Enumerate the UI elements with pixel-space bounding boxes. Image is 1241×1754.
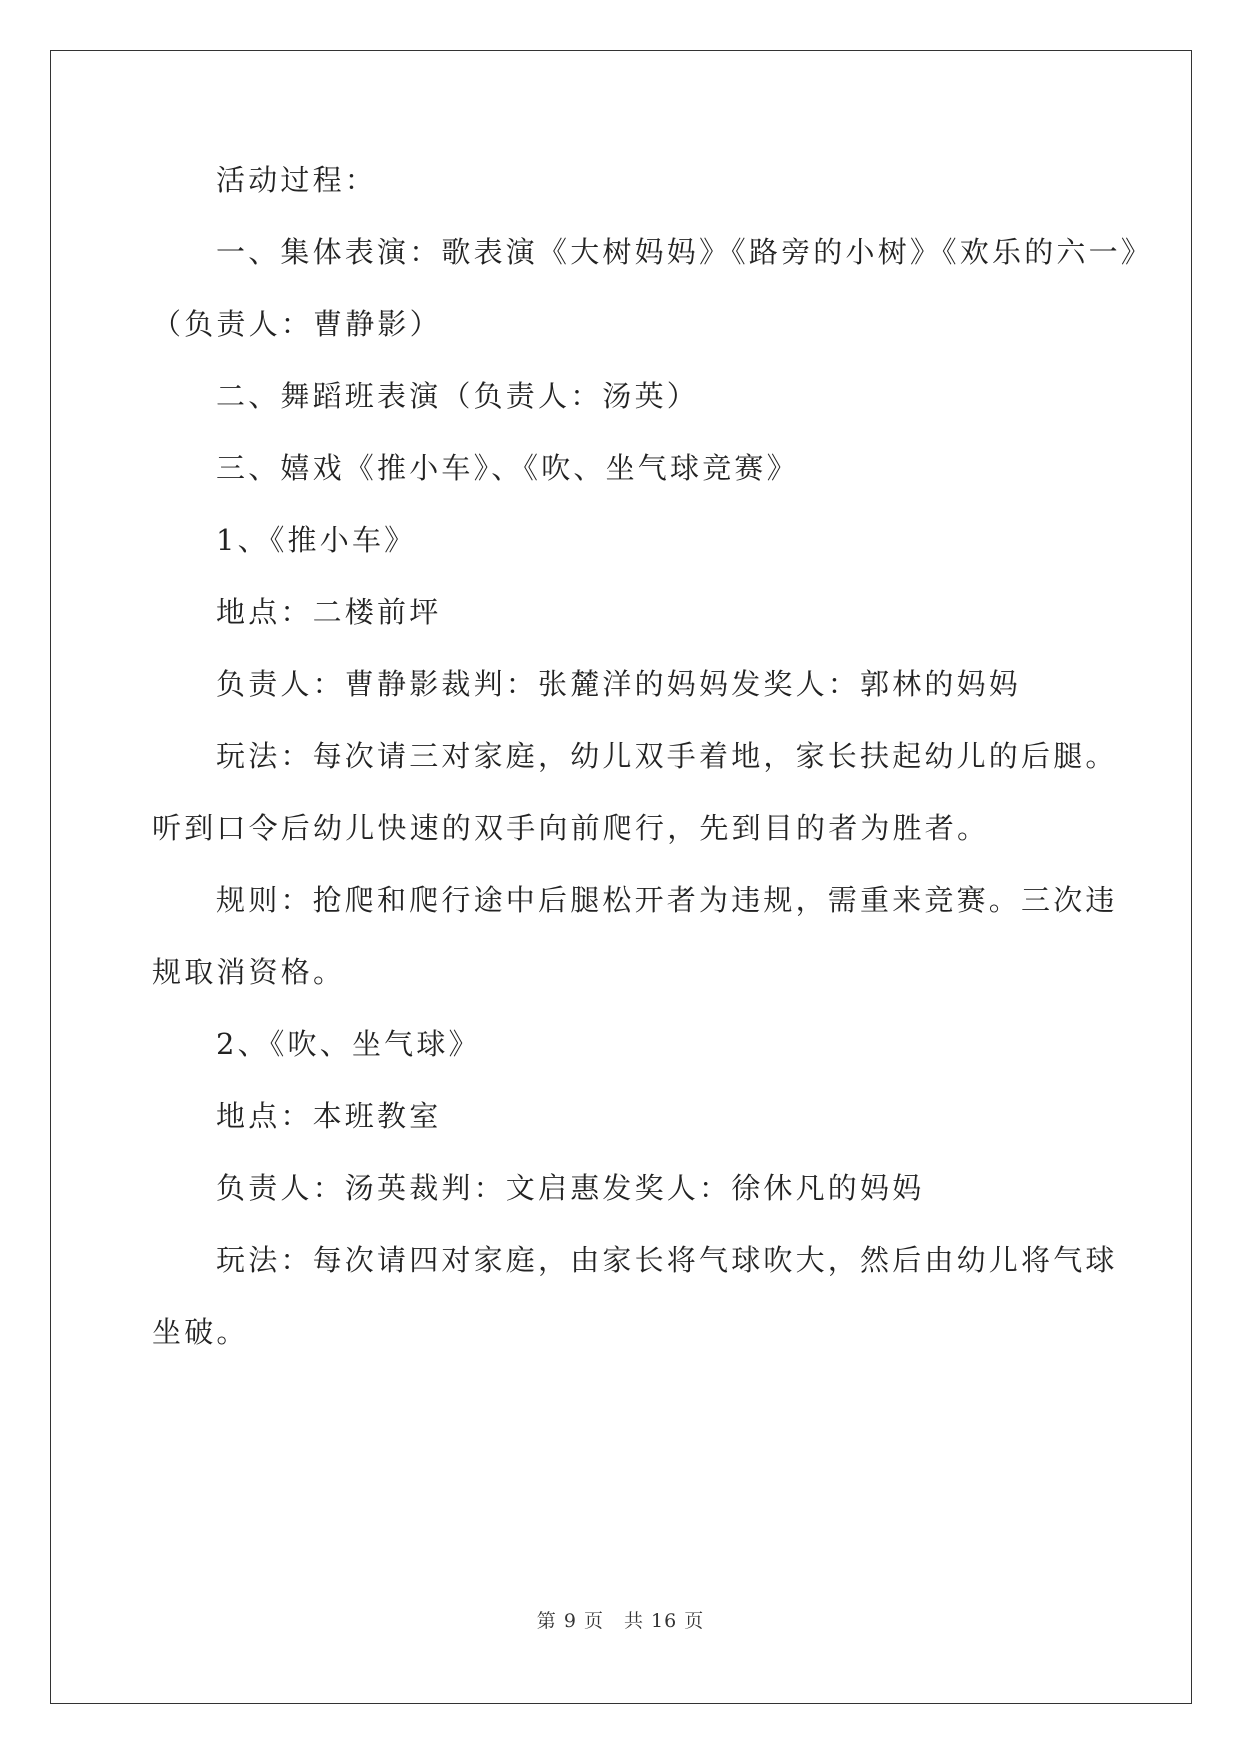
paragraph-line: 一、集体表演：歌表演《大树妈妈》《路旁的小树》《欢乐的六一》 [216,235,1154,269]
paragraph-line: 坐破。 [152,1315,249,1349]
paragraph-line: （负责人：曹静影） [152,307,442,341]
paragraph-line: 玩法：每次请四对家庭，由家长将气球吹大，然后由幼儿将气球 [216,1243,1118,1277]
paragraph-line: 规取消资格。 [152,955,346,989]
page-number: 第 9 页 共 16 页 [536,1610,705,1632]
page-border [50,50,1192,1704]
paragraph-heading: 活动过程： [216,163,378,197]
paragraph-line: 规则：抢爬和爬行途中后腿松开者为违规，需重来竞赛。三次违 [216,883,1118,917]
paragraph-line: 地点：本班教室 [216,1099,442,1133]
paragraph-line: 2、《吹、坐气球》 [216,1027,481,1061]
paragraph-line: 玩法：每次请三对家庭，幼儿双手着地，家长扶起幼儿的后腿。 [216,739,1118,773]
paragraph-line: 负责人：汤英裁判：文启惠发奖人：徐休凡的妈妈 [216,1171,925,1205]
paragraph-line: 1、《推小车》 [216,523,417,557]
paragraph-line: 听到口令后幼儿快速的双手向前爬行，先到目的者为胜者。 [152,811,990,845]
paragraph-line: 负责人：曹静影裁判：张麓洋的妈妈发奖人：郭林的妈妈 [216,667,1022,701]
paragraph-line: 二、舞蹈班表演（负责人：汤英） [216,379,700,413]
paragraph-line: 地点：二楼前坪 [216,595,442,629]
paragraph-line: 三、嬉戏《推小车》、《吹、坐气球竞赛》 [216,451,799,485]
